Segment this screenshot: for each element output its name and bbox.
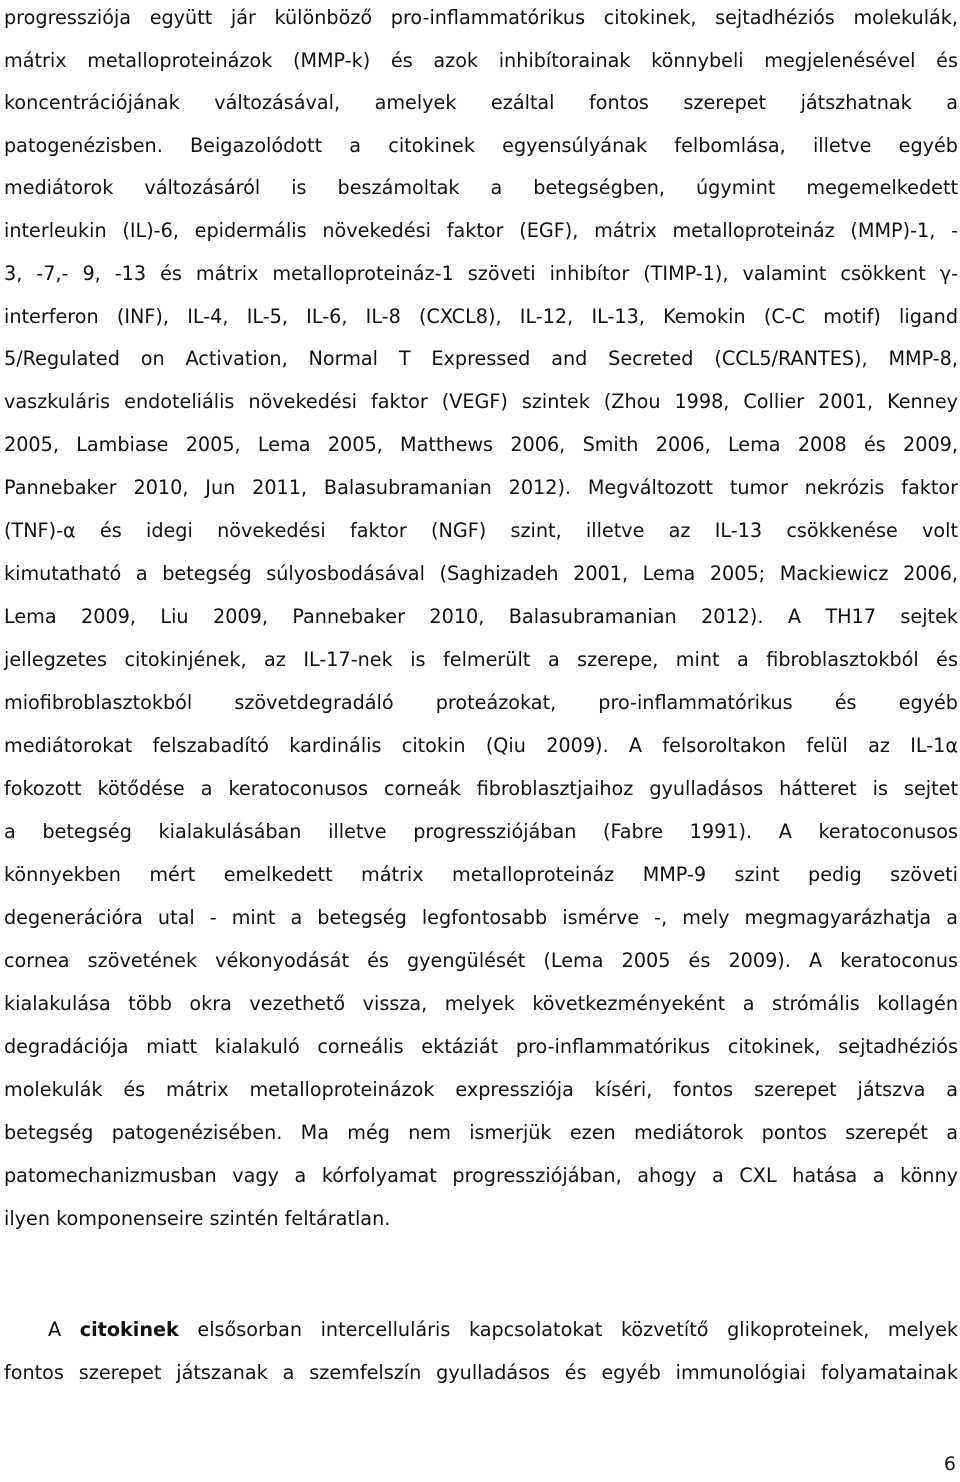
text-line: ilyen komponenseire szintén feltáratlan. <box>4 1207 391 1230</box>
text-line: fontos szerepet játszanak a szemfelszín gyulladásos és egyéb immunológiai folyamatainak <box>4 1361 958 1384</box>
text-line: fokozott kötődése a keratoconusos corneák fibroblasztjaihoz gyulladásos hátteret is sejtet <box>4 777 958 800</box>
text-line: jellegzetes citokinjének, az IL-17-nek is felmerült a szerepe, mint a fibroblasztokból és <box>4 648 958 671</box>
text-span: elsősorban intercelluláris kapcsolatokat közvetítő glikoproteinek, melyek <box>178 1318 959 1341</box>
text-line: cornea szövetének vékonyodását és gyengülését (Lema 2005 és 2009). A keratoconus <box>4 949 958 972</box>
text-line: miofibroblasztokból szövetdegradáló proteázokat, pro-inflammatórikus és egyéb <box>4 691 958 714</box>
paragraph-start-line <box>48 1315 958 1345</box>
text-span: A <box>48 1318 80 1341</box>
text-line: vaszkuláris endoteliális növekedési faktor (VEGF) szintek (Zhou 1998, Collier 2001, Kenney <box>4 390 958 413</box>
text-line: patogenézisben. Beigazolódott a citokinek egyensúlyának felbomlása, illetve egyéb <box>4 134 958 157</box>
text-line: 3, -7,- 9, -13 és mátrix metalloproteináz-1 szöveti inhibítor (TIMP-1), valamint csökkent γ- <box>4 262 958 285</box>
text-line: mediátorok változásáról is beszámoltak a betegségben, úgymint megemelkedett <box>4 176 958 199</box>
text-line: interleukin (IL)-6, epidermális növekedési faktor (EGF), mátrix metalloproteináz (MMP)-1, - <box>4 219 958 242</box>
text-line: 5/Regulated on Activation, Normal T Expressed and Secreted (CCL5/RANTES), MMP-8, <box>4 347 958 370</box>
text-line: mátrix metalloproteinázok (MMP-k) és azok inhibítorainak könnybeli megjelenésével és <box>4 49 958 72</box>
text-line: kialakulása több okra vezethető vissza, melyek következményeként a strómális kollagén <box>4 992 958 1015</box>
text-line: degenerációra utal - mint a betegség legfontosabb ismérve -, mely megmagyarázhatja a <box>4 906 958 929</box>
text-line: patomechanizmusban vagy a kórfolyamat progressziójában, ahogy a CXL hatása a könny <box>4 1164 958 1187</box>
text-line: degradációja miatt kialakuló corneális ektáziát pro-inflammatórikus citokinek, sejtadhéziós <box>4 1035 958 1058</box>
text-line: könnyekben mért emelkedett mátrix metalloproteináz MMP-9 szint pedig szöveti <box>4 863 958 886</box>
text-line: progressziója együtt jár különböző pro-inflammatórikus citokinek, sejtadhéziós molekulák, <box>4 6 958 29</box>
page-number: 6 <box>943 1453 956 1475</box>
text-line: (TNF)-α és idegi növekedési faktor (NGF) szint, illetve az IL-13 csökkenése volt <box>4 519 958 542</box>
text-line: Pannebaker 2010, Jun 2011, Balasubramanian 2012). Megváltozott tumor nekrózis faktor <box>4 476 958 499</box>
text-line: Lema 2009, Liu 2009, Pannebaker 2010, Balasubramanian 2012). A TH17 sejtek <box>4 605 958 628</box>
text-line: mediátorokat felszabadító kardinális citokin (Qiu 2009). A felsoroltakon felül az IL-1α <box>4 734 958 757</box>
text-line: kimutatható a betegség súlyosbodásával (Saghizadeh 2001, Lema 2005; Mackiewicz 2006, <box>4 562 958 585</box>
text-line: a betegség kialakulásában illetve progressziójában (Fabre 1991). A keratoconusos <box>4 820 958 843</box>
text-line: molekulák és mátrix metalloproteinázok expressziója kíséri, fontos szerepet játszva a <box>4 1078 958 1101</box>
bold-term: citokinek <box>79 1318 179 1341</box>
text-line: koncentrációjának változásával, amelyek ezáltal fontos szerepet játszhatnak a <box>4 91 958 114</box>
text-line: interferon (INF), IL-4, IL-5, IL-6, IL-8 (CXCL8), IL-12, IL-13, Kemokin (C-C motif) ligand <box>4 305 958 328</box>
text-line: 2005, Lambiase 2005, Lema 2005, Matthews 2006, Smith 2006, Lema 2008 és 2009, <box>4 433 958 456</box>
text-line: betegség patogenézisében. Ma még nem ismerjük ezen mediátorok pontos szerepét a <box>4 1121 958 1144</box>
